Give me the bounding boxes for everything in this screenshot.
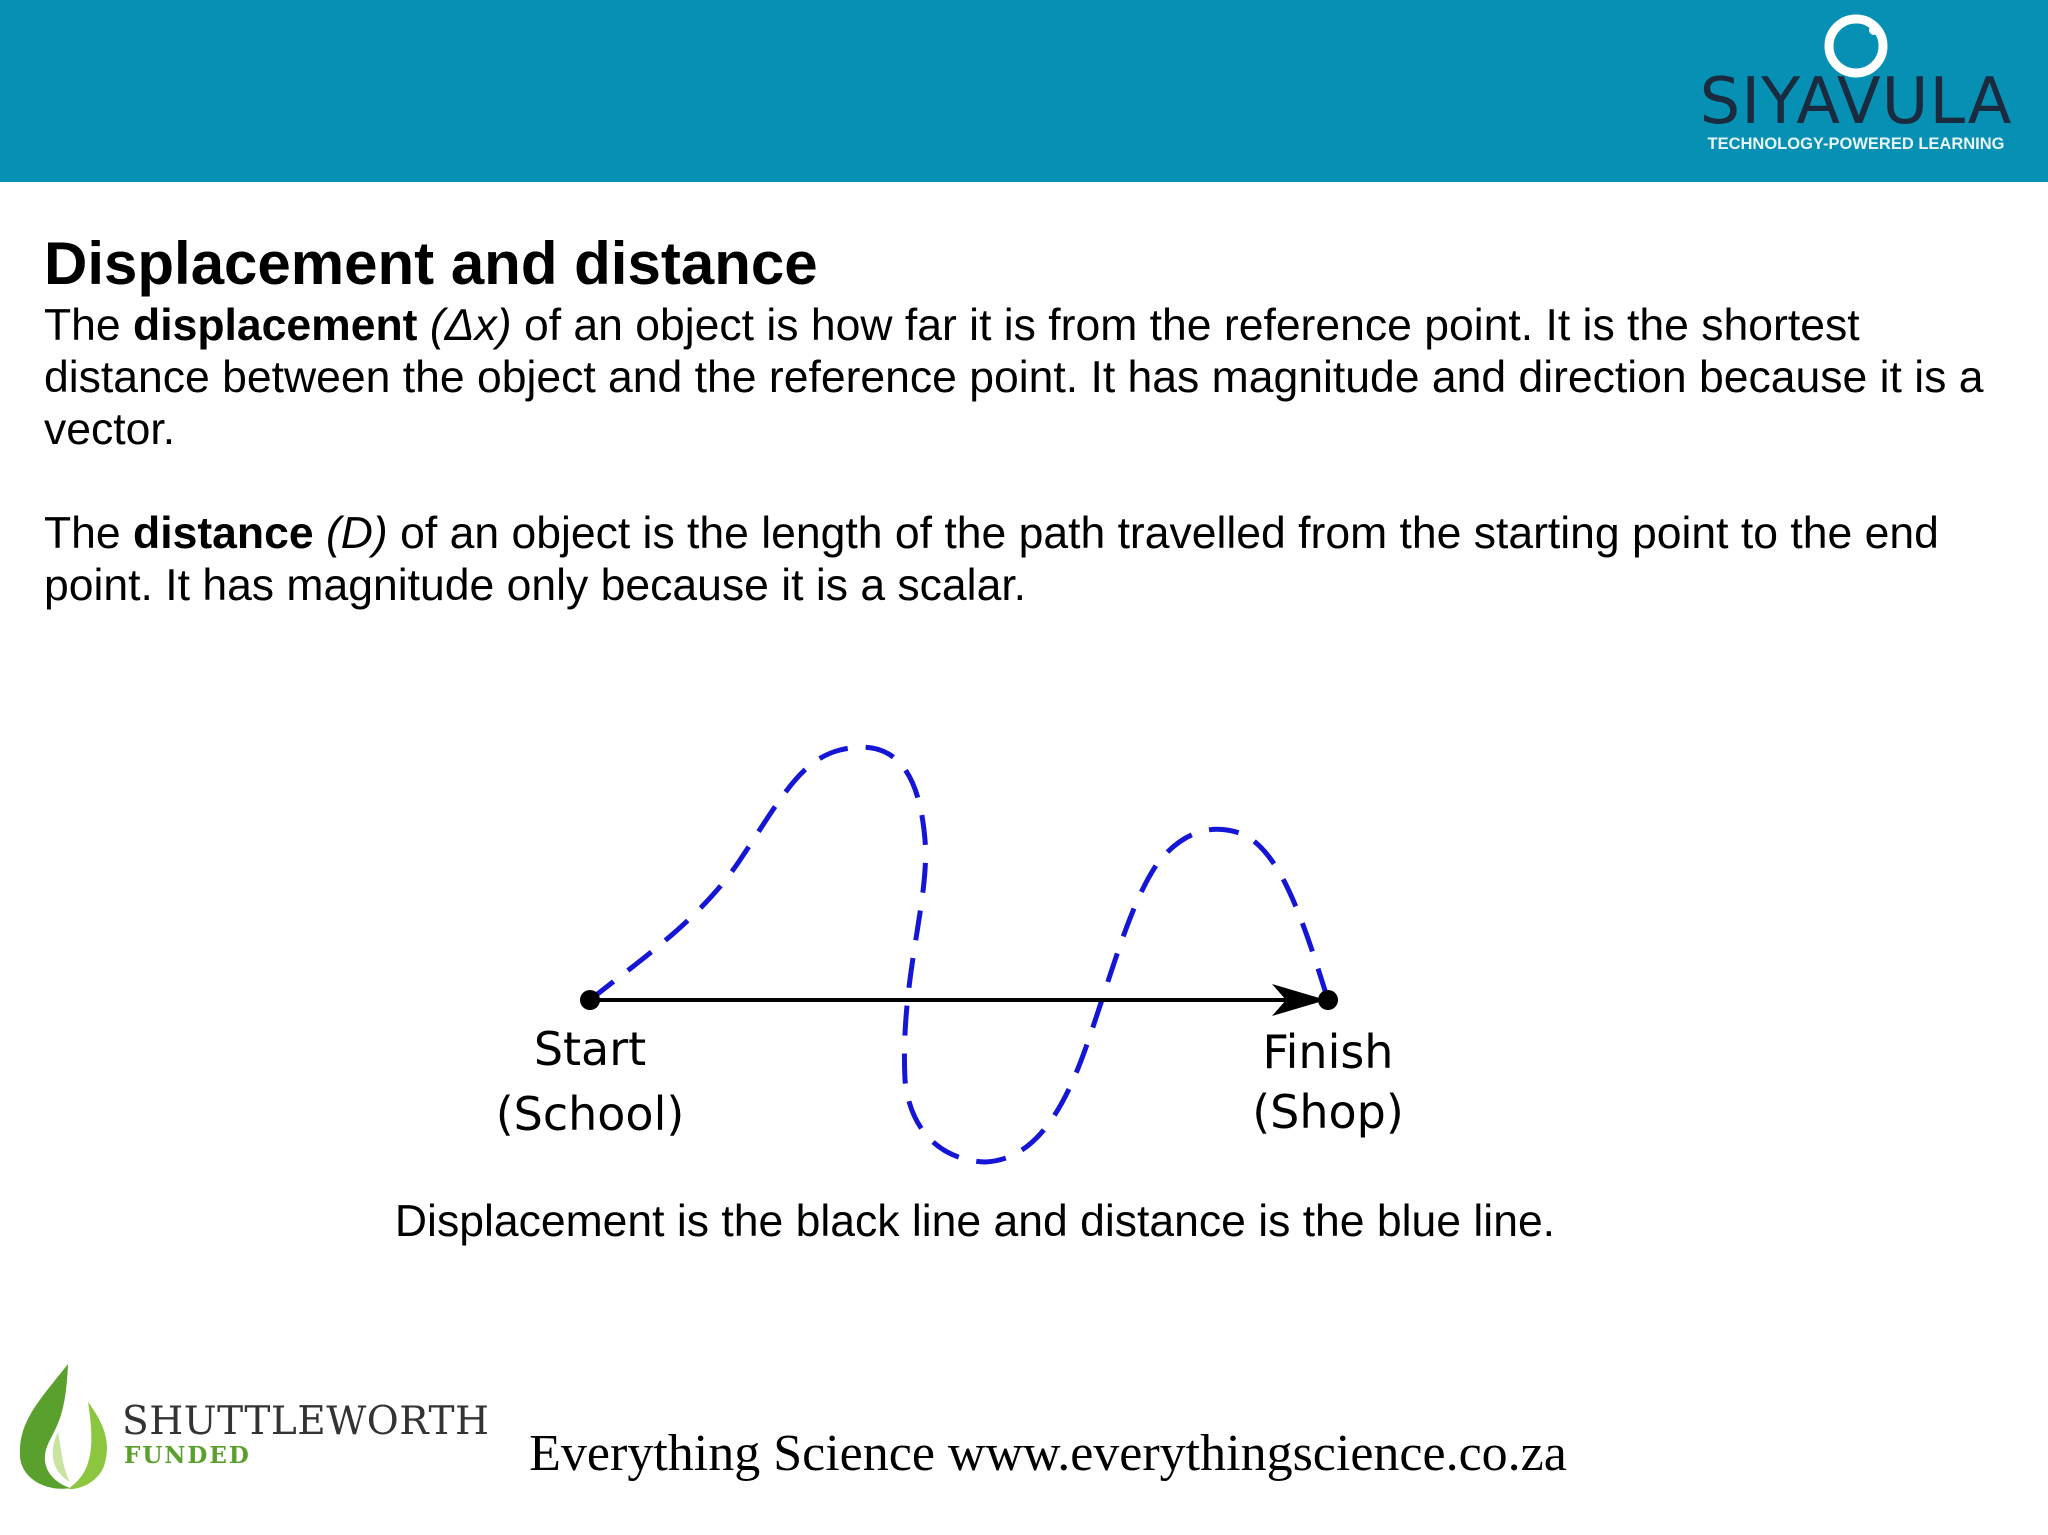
p2-lead: The: [44, 509, 134, 558]
distance-term: distance: [133, 509, 314, 558]
p1-rest: of an object is how far it is from the reference point. It is the shortest distance between the object and the reference point. It has magnitude and direction because it is a vector.: [44, 301, 1984, 454]
siyavula-wordmark: SIYAVULA: [1699, 65, 2013, 139]
finish-sublabel: (Shop): [1252, 1085, 1404, 1139]
diagram-caption: Displacement is the black line and distance is the blue line.: [394, 1197, 1556, 1246]
start-point: [580, 990, 600, 1010]
p2-rest: of an object is the length of the path travelled from the starting point to the end point. It has magnitude only because it is a scalar.: [44, 509, 1939, 610]
shuttleworth-name: SHUTTLEWORTH: [122, 1399, 490, 1444]
footer-site-text: Everything Science www.everythingscience.co.za: [529, 1425, 1567, 1482]
shuttleworth-funded: FUNDED: [124, 1442, 251, 1469]
distance-path: [590, 747, 1328, 1162]
displacement-term: displacement: [133, 301, 418, 350]
displacement-symbol: (Δx): [429, 301, 512, 350]
siyavula-tagline: TECHNOLOGY-POWERED LEARNING: [1707, 135, 2005, 153]
finish-point: [1318, 990, 1338, 1010]
page-title: Displacement and distance: [44, 230, 818, 297]
start-sublabel: (School): [495, 1087, 685, 1141]
p1-lead: The: [44, 301, 134, 350]
finish-label: Finish: [1262, 1025, 1394, 1079]
distance-symbol: (D): [325, 509, 388, 558]
start-label: Start: [533, 1022, 647, 1076]
